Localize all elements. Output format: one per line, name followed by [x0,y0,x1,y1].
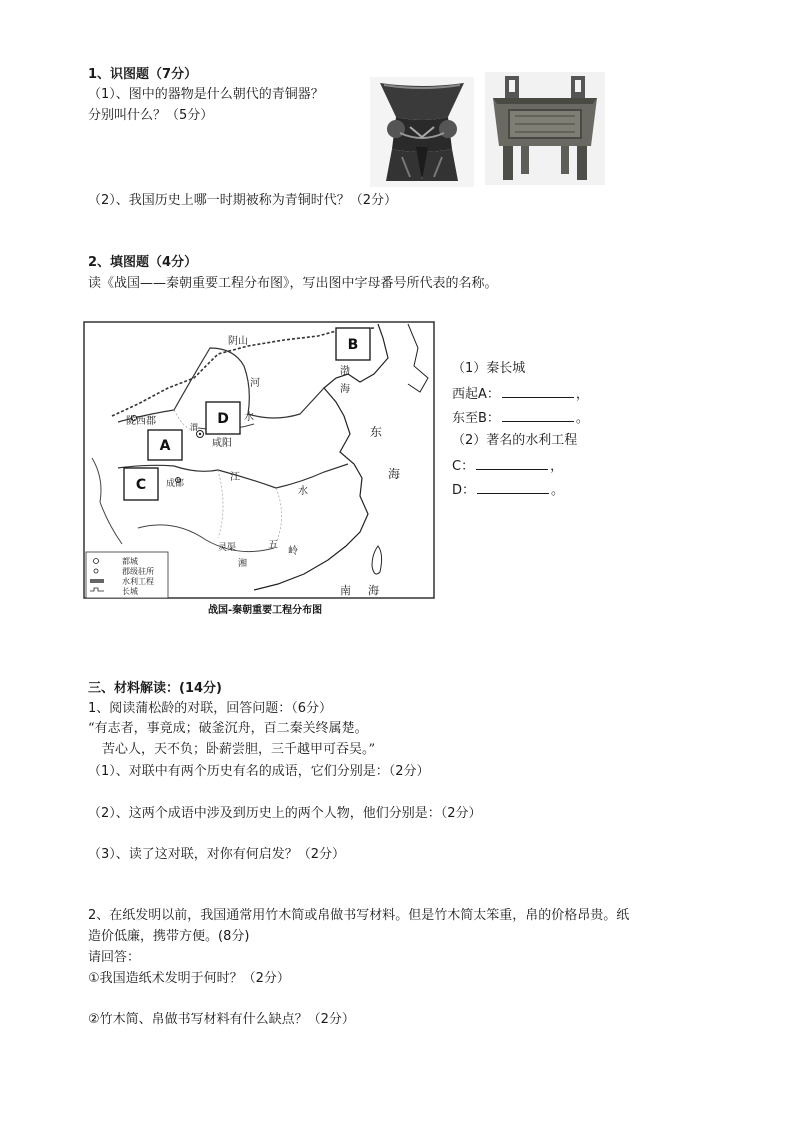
map-label-c: C [135,477,147,493]
label-nan: 南 [340,584,351,597]
bronze-zun-vessel-image [370,77,474,187]
q1-part2: （2）、我国历史上哪一时期被称为青铜时代？（2分） [88,193,398,208]
label-jiang: 江 [230,472,240,483]
q2-east-label: 东至B： [452,411,500,426]
warring-states-qin-map [78,318,440,618]
q2-west-label: 西起A： [452,387,500,402]
label-donghai-1: 东 [370,425,383,439]
label-lingqu: 灵渠 [218,543,237,553]
q2-east-row [452,409,589,428]
label-wei: 渭 [190,423,198,432]
q3-couplet-line2: 苦心人，天不负；卧薪尝胆，三千越甲可吞吴。” [102,742,376,757]
bronze-ding-image [485,72,605,185]
q3-item2-prompt: 请回答： [88,950,141,965]
label-wu: 五 [268,540,278,551]
q3-item2-line1: 2、在纸发明以前，我国通常用竹木简或帛做书写材料。但是竹木简太笨重，帛的价格昂贵。纸 [88,908,630,923]
q2-east-end: 。 [575,411,589,426]
q3-couplet-line1: “有志者，事竟成；破釜沉舟，百二秦关终属楚。 [88,721,368,736]
label-he: 河 [250,378,260,389]
legend-water: 水利工程 [122,577,154,586]
q2-d-label: D： [452,483,476,498]
label-xiang: 湘 [238,559,248,569]
label-longxi: 陇西郡 [126,416,156,427]
label-xianyang: 咸阳 [212,438,232,449]
legend-wall: 长城 [122,587,138,596]
q3-item2-q2: ②竹木简、帛做书写材料有什么缺点？（2分） [88,1012,355,1027]
q2-c-end: ， [550,459,564,474]
q2-c-blank[interactable] [476,457,548,470]
q2-instruction: 读《战国——秦朝重要工程分布图》，写出图中字母番号所代表的名称。 [88,276,498,291]
label-shui2: 水 [298,486,308,497]
label-bohai-2: 海 [340,384,350,395]
q2-d-blank[interactable] [477,481,549,494]
q2-sub2: （2）著名的水利工程 [452,433,578,448]
map-label-d: D [217,411,229,427]
q2-west-end: ， [575,387,589,402]
q3-heading: 三、材料解读：(14分) [88,681,222,696]
map-label-b: B [347,337,359,353]
q2-west-row [452,385,589,404]
q3-q1: （1）、对联中有两个历史有名的成语，它们分别是：（2分） [88,764,430,779]
q3-item2-q1: ①我国造纸术发明于何时？（2分） [88,971,290,986]
label-hai: 海 [368,584,379,597]
legend-commandery: 郡级驻所 [122,567,154,576]
legend-capital: 都城 [122,557,138,566]
q1-heading: 1、识图题（7分） [88,67,198,82]
q2-heading: 2、填图题（4分） [88,255,198,270]
q2-east-blank[interactable] [502,409,574,422]
q3-item2-line2: 造价低廉，携带方便。(8分) [88,929,250,944]
label-yinshan: 阴山 [228,336,248,347]
map-label-a: A [159,438,171,454]
label-shui: 水 [244,412,254,423]
q3-q3: （3）、读了这对联，对你有何启发？（2分） [88,847,346,862]
q2-c-row [452,457,563,476]
label-ling: 岭 [288,546,298,557]
q3-q2: （2）、这两个成语中涉及到历史上的两个人物，他们分别是：（2分） [88,806,482,821]
q2-c-label: C： [452,459,475,474]
label-donghai-2: 海 [388,467,401,481]
q2-sub1: （1）秦长城 [452,361,526,376]
map-caption: 战国-秦朝重要工程分布图 [208,605,323,616]
q2-west-blank[interactable] [502,385,574,398]
label-bohai-1: 渤 [340,366,350,377]
q1-part1-line1: （1）、图中的器物是什么朝代的青铜器？ [88,87,324,102]
q2-d-end: 。 [551,483,565,498]
q3-item1-title: 1、阅读蒲松龄的对联，回答问题：（6分） [88,701,333,716]
label-chengdu: 成都 [166,479,185,489]
q2-d-row [452,481,564,500]
q1-part1-line2: 分别叫什么？（5分） [88,108,214,123]
